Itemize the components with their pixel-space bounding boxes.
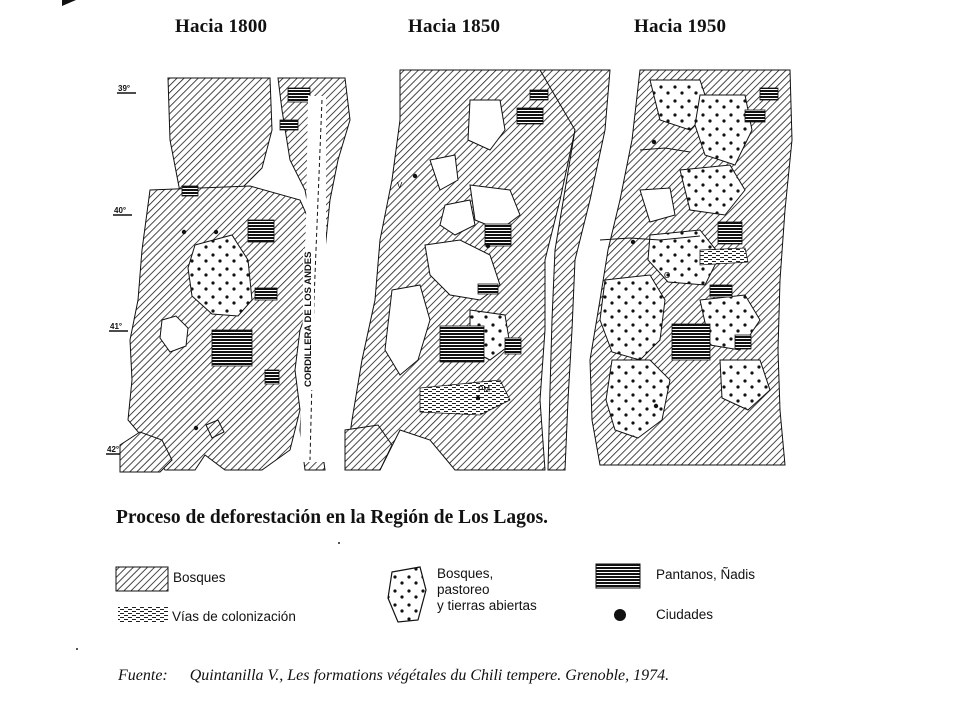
cordillera-annotation: CORDILLERA DE LOS ANDES bbox=[303, 249, 314, 390]
map-1850 bbox=[345, 70, 610, 470]
map-1800 bbox=[120, 78, 350, 472]
source-label: Fuente: bbox=[118, 667, 168, 684]
legend-label-abiertas-line2: pastoreo bbox=[437, 582, 490, 597]
legend-swatch-pantanos bbox=[596, 564, 640, 588]
legend-label-ciudades: Ciudades bbox=[656, 607, 714, 622]
legend-label-abiertas bbox=[437, 566, 537, 614]
legend-label-abiertas-line3: y tierras abiertas bbox=[437, 598, 537, 613]
source-text: Quintanilla V., Les formations végétales du Chili tempere. Grenoble, 1974. bbox=[189, 667, 670, 684]
map-label-o: O bbox=[664, 271, 671, 280]
latitude-label-41: 41° bbox=[110, 322, 123, 331]
map-label-pm: PM bbox=[478, 385, 490, 394]
latitude-label-42: 42° bbox=[107, 445, 120, 454]
legend-label-vias: Vías de colonización bbox=[172, 609, 296, 624]
legend-swatch-vias bbox=[118, 607, 168, 622]
latitude-label-40: 40° bbox=[114, 206, 127, 215]
latitude-label-39: 39° bbox=[118, 84, 131, 93]
figure-caption: Proceso de deforestación en la Región de Los Lagos. bbox=[116, 507, 549, 528]
source-citation bbox=[118, 667, 669, 685]
legend-label-pantanos: Pantanos, Ñadis bbox=[656, 567, 756, 582]
legend-swatch-ciudades bbox=[614, 609, 626, 621]
legend-swatch-bosques bbox=[116, 567, 168, 591]
legend-label-bosques: Bosques bbox=[173, 570, 226, 585]
scan-speck bbox=[338, 542, 340, 544]
panel-title-1950: Hacia 1950 bbox=[634, 16, 727, 37]
legend-swatch-abiertas bbox=[388, 567, 426, 622]
legend-label-abiertas-line1: Bosques, bbox=[437, 566, 494, 581]
scan-speck bbox=[76, 648, 78, 650]
panel-title-1800: Hacia 1800 bbox=[175, 16, 268, 37]
panel-title-1850: Hacia 1850 bbox=[408, 16, 501, 37]
map-label-v: V bbox=[397, 181, 403, 190]
map-1950 bbox=[590, 70, 792, 465]
